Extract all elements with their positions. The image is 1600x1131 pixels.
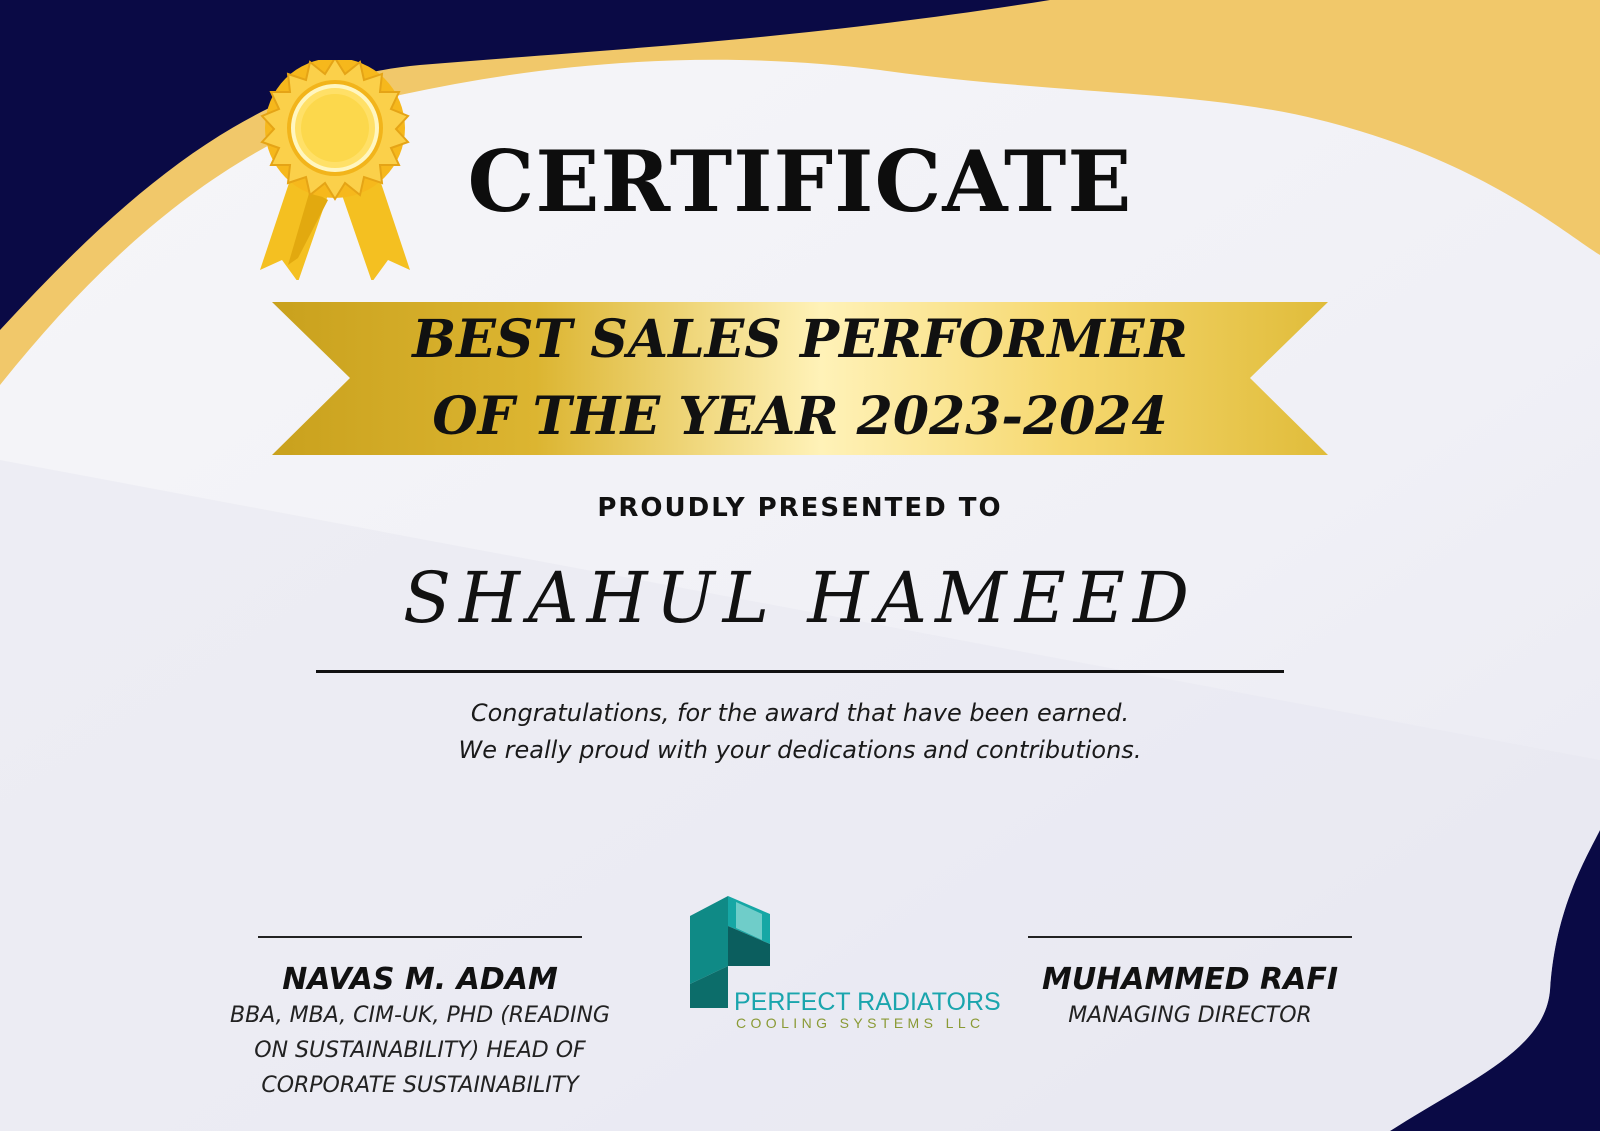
signatory-left-title-line-1: BBA, MBA, CIM-UK, PHD (READING bbox=[230, 1003, 610, 1028]
company-subtitle: COOLING SYSTEMS LLC bbox=[736, 1015, 985, 1031]
signatory-right-title: MANAGING DIRECTOR bbox=[1068, 1003, 1312, 1028]
signatory-left bbox=[190, 936, 650, 1104]
award-title bbox=[272, 304, 1328, 454]
company-logo bbox=[690, 896, 1000, 1036]
award-line-1: BEST SALES PERFORMER bbox=[412, 309, 1188, 371]
signatory-left-name: NAVAS M. ADAM bbox=[282, 962, 558, 997]
signatory-right-name: MUHAMMED RAFI bbox=[1041, 962, 1339, 997]
message-line-2: We really proud with your dedications and contributions. bbox=[458, 736, 1142, 765]
signatory-left-title-line-3: CORPORATE SUSTAINABILITY bbox=[261, 1073, 579, 1099]
award-line-2: OF THE YEAR 2023-2024 bbox=[432, 386, 1168, 447]
signatory-right bbox=[1000, 936, 1380, 1033]
signatory-left-title-line-2: ON SUSTAINABILITY) HEAD OF bbox=[254, 1038, 586, 1064]
signature-line-left bbox=[258, 936, 582, 938]
signature-line-right bbox=[1028, 936, 1352, 938]
recipient-name: SHAHUL HAMEED bbox=[403, 557, 1197, 639]
congratulations-message bbox=[0, 695, 1600, 769]
presented-label: PROUDLY PRESENTED TO bbox=[597, 493, 1003, 523]
name-underline bbox=[316, 670, 1284, 673]
signatory-left-title bbox=[190, 998, 650, 1104]
certificate-title: CERTIFICATE bbox=[467, 132, 1133, 231]
message-line-1: Congratulations, for the award that have been earned. bbox=[470, 699, 1130, 727]
company-name: PERFECT RADIATORS bbox=[734, 988, 1001, 1016]
